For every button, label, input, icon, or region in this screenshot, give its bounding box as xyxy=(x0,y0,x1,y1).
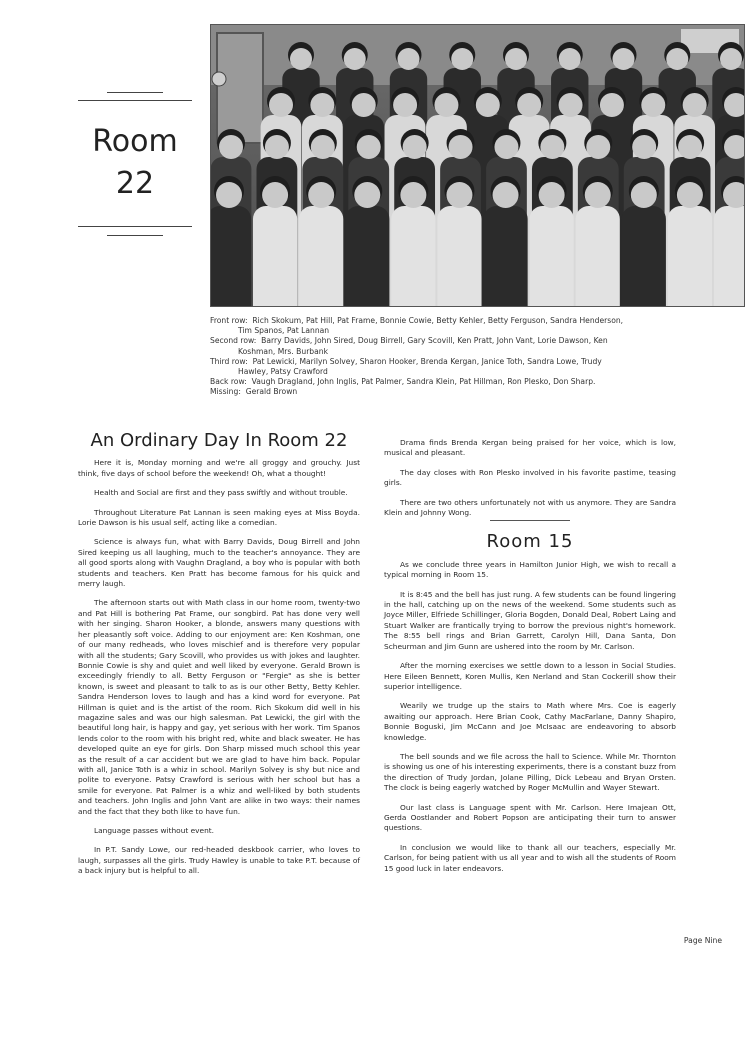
top-rule-long xyxy=(78,100,192,101)
student-face xyxy=(310,93,334,117)
student-face xyxy=(559,93,583,117)
student-face xyxy=(216,182,242,208)
caption-missing xyxy=(210,387,630,397)
student-face xyxy=(352,93,376,117)
article-paragraph: Health and Social are first and they pass swiftly and without trouble. xyxy=(94,488,348,498)
student-face xyxy=(631,182,657,208)
student-figure xyxy=(530,206,574,306)
student-face xyxy=(400,182,426,208)
article-paragraph: As we conclude three years in Hamilton Junior High, we wish to recall a typical morning in Room 15. xyxy=(384,559,676,580)
caption-back-row xyxy=(210,377,630,387)
student-figure xyxy=(668,206,712,306)
student-figure xyxy=(622,206,666,306)
student-face xyxy=(398,48,420,70)
student-face xyxy=(720,48,742,70)
article-paragraph: The day closes with Ron Plesko involved in his favorite pastime, teasing girls. xyxy=(384,467,676,488)
student-face xyxy=(476,93,500,117)
student-figure xyxy=(483,206,527,306)
student-face xyxy=(540,135,564,159)
student-figure xyxy=(253,206,297,306)
caption-names: Pat Lewicki, Marilyn Solvey, Sharon Hooker, Brenda Kergan, Janice Toth, Sandra Lowe, Trudy Hawley, Patsy Crawford xyxy=(238,356,602,377)
caption-front-row xyxy=(210,316,630,336)
article-paragraph: In P.T. Sandy Lowe, our red-headed deskbook carrier, who loves to laugh, surpasses all the girls. Trudy Hawley is unable to take P.T. because of a back injury but is helpful to all. xyxy=(78,845,360,876)
student-face xyxy=(354,182,380,208)
student-figure xyxy=(299,206,343,306)
student-face xyxy=(308,182,334,208)
caption-names: Vaugh Dragland, John Inglis, Pat Palmer, Sandra Klein, Pat Hillman, Ron Plesko, Don Sharp. xyxy=(251,377,596,387)
article-paragraph: Wearily we trudge up the stairs to Math where Mrs. Coe is eagerly awaiting our approach. Here Brian Cook, Cathy MacFarlane, Danny Shapiro, Bonnie Boguski, Jim McCann and Joe McIsaac are endeavoring to absorb knowledge. xyxy=(384,701,676,742)
student-face xyxy=(632,135,656,159)
student-figure xyxy=(437,206,481,306)
student-face xyxy=(403,135,427,159)
photo-caption xyxy=(210,316,630,398)
top-rule-short xyxy=(107,92,163,93)
student-face xyxy=(641,93,665,117)
student-face xyxy=(449,135,473,159)
student-face xyxy=(434,93,458,117)
caption-label: Missing: xyxy=(210,387,241,397)
room-word: Room xyxy=(92,124,178,159)
caption-names: Barry Davids, John Sired, Doug Birrell, Gary Scovill, Ken Pratt, John Vant, Lorie Dawson, Ken Koshman, Mrs. Burbank xyxy=(238,336,608,356)
student-figure xyxy=(391,206,435,306)
article-room-22-continued xyxy=(384,438,676,883)
room-number: 22 xyxy=(115,166,155,201)
student-face xyxy=(451,48,473,70)
article-paragraph: The afternoon starts out with Math class in our home room, twenty-two and Pat Hill is bothering Pat Frame, our songbird. Pat has done very well with her singing. Sharon Hooker, a blonde, answers many questions with her pleasantly soft voice. Adding to our enjoyment are: Ken Koshman, one of our many redheads, who loves mischief and is therefore very popular with all the students; Gary Scovill, who provides us with jokes and laughter. Bonnie Cowie is shy and quiet and well liked by everyone. Gerald Brown is exceedingly friendly to all. Betty Ferguson or "Fergie" as she is better known, is sweet and pleasant to talk to as is our other Betty, Betty Kehler. Sandra Henderson loves to laugh and has a kind word for everyone. Pat Hillman is quiet and is the artist of the room. Rich Skokum did well in his magazine sales and was our high salesman. Pat Lewicki, the girl with the beautiful long hair, is happy and gay, yet serious with her work. Tim Spanos lends color to the room with his bright red, white and black sweater. He has developed quite an eye for girls. Don Sharp missed much school this year as the result of a car accident but we are glad to have him back. Popular with all, Janice Toth is a whiz in school. Marilyn Solvey is shy but nice and polite to everyone. Patsy Crawford is serious with her school but has a smile for everyone. Pat Palmer is a whiz and well-liked by both students and teachers. John Inglis and John Vant are alike in two ways: their names and the fact that they both like to have fun. xyxy=(78,598,360,816)
caption-label: Back row: xyxy=(210,377,247,387)
student-face xyxy=(678,135,702,159)
article-title: An Ordinary Day In Room 22 xyxy=(90,430,348,451)
article-paragraph: It is 8:45 and the bell has just rung. A few students can be found lingering in the hall, catching up on the news of the weekend. Some students such as Joyce Miller, Elfriede Schillinger, Gloria Bogden, Donald Deal, Robert Laing and Stuart Walker are frantically trying to borrow the previous night's homework. The 8:55 bell rings and Brian Garrett, Carolyn Hill, Dana Santa, Don Scheurman and Jim Gunn are ushered into the room by Mr. Carlson. xyxy=(384,589,676,651)
student-face xyxy=(290,48,312,70)
student-face xyxy=(219,135,243,159)
student-face xyxy=(677,182,703,208)
student-face xyxy=(344,48,366,70)
student-face xyxy=(311,135,335,159)
caption-names: Gerald Brown xyxy=(245,387,298,397)
article-paragraph: The bell sounds and we file across the hall to Science. While Mr. Thornton is showing us one of his interesting experiments, there is a constant buzz from the direction of Trudy Jordan, Jolane Pilling, Dick Lebeau and Bryan Orsten. The clock is being eagerly watched by Roger McMullin and Wayer Stewart. xyxy=(384,751,676,793)
caption-second-row xyxy=(210,336,630,356)
article-paragraph: In conclusion we would like to thank all our teachers, especially Mr. Carlson, for being patient with us all year and to wish all the students of Room 15 good luck in later endeavors. xyxy=(384,842,676,873)
bottom-rule-long xyxy=(78,226,192,227)
class-photo-illustration xyxy=(211,25,744,306)
student-face xyxy=(505,48,527,70)
student-figure xyxy=(345,206,389,306)
article-paragraph: Language passes without event. xyxy=(94,826,215,835)
article-paragraph: After the morning exercises we settle down to a lesson in Social Studies. Here Eileen Bennett, Koren Mullis, Ken Nerland and Stan Cockerill show their superior intelligence. xyxy=(384,661,676,691)
page-number: Page Nine xyxy=(683,936,722,945)
student-face xyxy=(517,93,541,117)
article-paragraph: There are two others unfortunately not with us anymore. They are Sandra Klein and Johnny Wong. xyxy=(384,497,676,518)
student-figure xyxy=(576,206,620,306)
article-room-22 xyxy=(78,430,360,886)
student-face xyxy=(262,182,288,208)
student-face xyxy=(357,135,381,159)
student-face xyxy=(600,93,624,117)
article-paragraph: Science is always fun, what with Barry Davids, Doug Birrell and John Sired keeping us all laughing, much to the teacher's annoyance. They are all good sports along with Vaughn Dragland, a boy who is popular with both students and teachers. Ken Pratt has become famous for his quick and merry laugh. xyxy=(78,537,360,589)
student-face xyxy=(493,182,519,208)
student-face xyxy=(494,135,518,159)
student-face xyxy=(559,48,581,70)
article-paragraph: Our last class is Language spent with Mr. Carlson. Here Imajean Ott, Gerda Oostlander and Robert Popson are anticipating their turn to answer questions. xyxy=(384,802,676,833)
student-face xyxy=(666,48,688,70)
student-face xyxy=(586,135,610,159)
class-photo xyxy=(210,24,745,307)
student-face xyxy=(613,48,635,70)
student-face xyxy=(393,93,417,117)
caption-third-row xyxy=(210,357,630,377)
section-divider xyxy=(490,520,570,521)
article-paragraph: Throughout Literature Pat Lannan is seen making eyes at Miss Boyda. Lorie Dawson is his usual self, acting like a comedian. xyxy=(78,507,360,528)
caption-label: Front row: xyxy=(210,316,248,325)
student-face xyxy=(446,182,472,208)
student-face xyxy=(683,93,707,117)
student-face xyxy=(265,135,289,159)
student-figure xyxy=(714,206,744,306)
caption-label: Second row: xyxy=(210,336,257,346)
student-face xyxy=(539,182,565,208)
bottom-rule-short xyxy=(107,235,163,236)
article-paragraph: Drama finds Brenda Kergan being praised for her voice, which is low, musical and pleasant. xyxy=(384,438,676,458)
caption-label: Third row: xyxy=(210,356,248,366)
article-paragraph: Here it is, Monday morning and we're all groggy and grouchy. Just think, five days of school before the weekend! Oh, what a thought! xyxy=(78,458,360,478)
article-title: Room 15 xyxy=(486,531,574,553)
student-face xyxy=(585,182,611,208)
caption-names: Rich Skokum, Pat Hill, Pat Frame, Bonnie Cowie, Betty Kehler, Betty Ferguson, Sandra Henderson, Tim Spanos, Pat Lannan xyxy=(238,316,624,336)
student-face xyxy=(269,93,293,117)
student-figure xyxy=(211,206,251,306)
